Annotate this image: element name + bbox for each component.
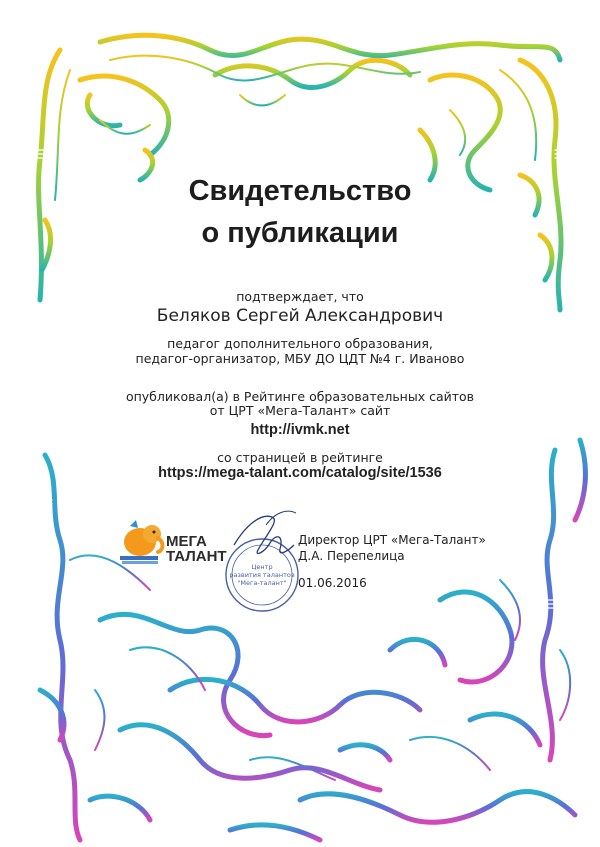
published-line-2: от ЦРТ «Мега-Талант» сайт	[209, 403, 391, 418]
rating-url[interactable]: https://mega-talant.com/catalog/site/1536	[158, 465, 442, 481]
published-line-1: опубликовал(а) в Рейтинге образовательных сайтов	[125, 389, 475, 404]
issue-date: 01.06.2016	[298, 576, 367, 590]
position-line-1: педагог дополнительного образования,	[167, 336, 433, 351]
director-block	[298, 532, 486, 564]
stamp-line-1: Центр	[251, 563, 273, 571]
site-url[interactable]: http://ivmk.net	[250, 422, 350, 438]
position-line-2: педагог-организатор, МБУ ДО ЦДТ №4 г. Иваново	[135, 351, 465, 366]
elephant-icon	[118, 520, 168, 566]
logo-line-2: ТАЛАНТ	[166, 548, 227, 565]
title-line-2: о публикации	[201, 217, 399, 250]
certificate-title	[0, 170, 600, 254]
confirms-text: подтверждает, что	[236, 289, 364, 304]
title-line-1: Свидетельство	[188, 175, 412, 207]
recipient-name: Беляков Сергей Александрович	[156, 306, 444, 326]
stamp-line-3: "Мега-талант"	[237, 579, 287, 587]
director-title: Директор ЦРТ «Мега-Талант»	[298, 533, 486, 547]
director-name: Д.А. Перепелица	[298, 549, 405, 563]
stamp-line-2: развития талантов	[229, 571, 295, 579]
logo-line-1: МЕГА	[166, 533, 207, 550]
rating-page-label: со страницей в рейтинге	[217, 450, 383, 465]
